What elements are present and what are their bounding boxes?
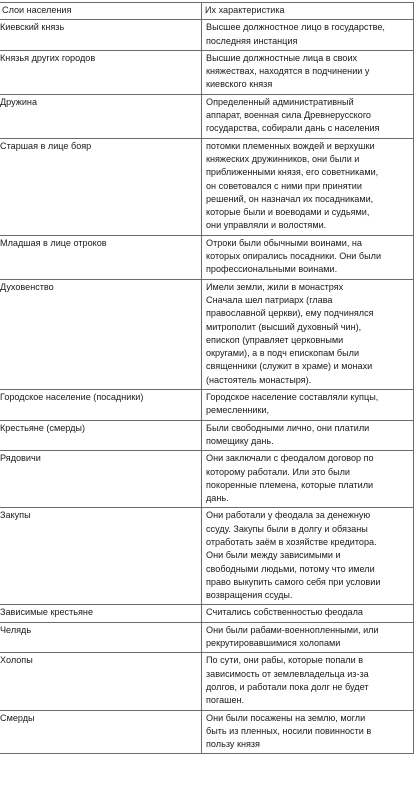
layer-description-cell bbox=[202, 235, 414, 279]
description-line: приближенными князя, его советниками, bbox=[206, 167, 379, 178]
description-line: (настоятель монастыря). bbox=[206, 374, 312, 385]
layer-name-cell: Холопы bbox=[0, 653, 202, 710]
layer-description-cell bbox=[202, 605, 414, 622]
description-line: которые были и воеводами и судьями, bbox=[206, 207, 370, 218]
layer-name-cell: Зависимые крестьяне bbox=[0, 605, 202, 622]
header-layers: Слои населения bbox=[0, 3, 202, 20]
description-line: По сути, они рабы, которые попали в bbox=[206, 655, 364, 666]
layer-name-cell: Младшая в лице отроков bbox=[0, 235, 202, 279]
layer-name-cell: Дружина bbox=[0, 94, 202, 138]
description-line: пользу князя bbox=[206, 739, 260, 750]
description-line: княжеских дружинников, они были и bbox=[206, 153, 360, 164]
table-row bbox=[0, 622, 414, 653]
description-line: профессиональными воинами. bbox=[206, 264, 338, 275]
layer-name-cell: Закупы bbox=[0, 508, 202, 605]
description-line: государства, собирали дань с населения bbox=[206, 123, 380, 134]
layer-name-cell: Челядь bbox=[0, 622, 202, 653]
description-line: митрополит (высший духовный чин), bbox=[206, 321, 362, 332]
table-row bbox=[0, 451, 414, 508]
description-line: княжествах, находятся в подчинении у bbox=[206, 66, 370, 77]
table-row bbox=[0, 94, 414, 138]
table-row bbox=[0, 390, 414, 421]
layer-description-cell bbox=[202, 138, 414, 235]
table-row bbox=[0, 50, 414, 94]
table-body bbox=[0, 20, 414, 754]
table-row bbox=[0, 138, 414, 235]
description-line: Считались собственностью феодала bbox=[206, 607, 363, 618]
layer-name-cell: Старшая в лице бояр bbox=[0, 138, 202, 235]
description-line: православной церкви), ему подчинялся bbox=[206, 308, 374, 319]
description-line: киевского князя bbox=[206, 79, 273, 90]
description-line: покоренные племена, которые платили bbox=[206, 479, 374, 490]
description-line: долгов, и работали пока долг не будет bbox=[206, 681, 369, 692]
description-line: они управляли и волостями. bbox=[206, 220, 327, 231]
layer-description-cell bbox=[202, 50, 414, 94]
table-header-row bbox=[0, 3, 414, 20]
layer-name-cell: Князья других городов bbox=[0, 50, 202, 94]
layer-name-cell: Киевский князь bbox=[0, 20, 202, 51]
description-line: свободными людьми, потому что имели bbox=[206, 563, 375, 574]
description-line: право выкупить самого себя при условии bbox=[206, 576, 381, 587]
layer-description-cell bbox=[202, 420, 414, 451]
description-line: Городское население составляли купцы, bbox=[206, 392, 379, 403]
layer-description-cell bbox=[202, 279, 414, 389]
layer-name-cell: Духовенство bbox=[0, 279, 202, 389]
description-line: священники (служит в храме) и монахи bbox=[206, 361, 373, 372]
description-line: аппарат, военная сила Древнерусского bbox=[206, 110, 371, 121]
description-line: потомки племенных вождей и верхушки bbox=[206, 140, 375, 151]
description-line: Они были рабами-военнопленными, или bbox=[206, 624, 379, 635]
description-line: ремесленники, bbox=[206, 405, 270, 416]
layer-description-cell bbox=[202, 653, 414, 710]
description-line: Имели земли, жили в монастрях bbox=[206, 281, 344, 292]
description-line: погашен. bbox=[206, 695, 245, 706]
description-line: Определенный административный bbox=[206, 96, 354, 107]
description-line: решений, он назначал их посадниками, bbox=[206, 193, 374, 204]
layer-name-cell: Смерды bbox=[0, 710, 202, 754]
layer-description-cell bbox=[202, 622, 414, 653]
document-page bbox=[0, 2, 418, 754]
layer-name-cell: Рядовичи bbox=[0, 451, 202, 508]
layer-description-cell bbox=[202, 20, 414, 51]
description-line: последняя инстанция bbox=[206, 35, 298, 46]
description-line: Они работали у феодала за денежную bbox=[206, 510, 371, 521]
layer-description-cell bbox=[202, 710, 414, 754]
description-line: Были свободными лично, они платили bbox=[206, 422, 370, 433]
description-line: Отроки были обычными воинами, на bbox=[206, 237, 362, 248]
description-line: которых опирались посадники. Они были bbox=[206, 251, 382, 262]
table-row bbox=[0, 20, 414, 51]
table-row bbox=[0, 653, 414, 710]
header-characteristics: Их характеристика bbox=[202, 3, 414, 20]
layer-description-cell bbox=[202, 451, 414, 508]
layer-name-cell: Городское население (посадники) bbox=[0, 390, 202, 421]
social-layers-table bbox=[0, 2, 414, 754]
table-row bbox=[0, 420, 414, 451]
description-line: округами), а в подч епископам были bbox=[206, 348, 360, 359]
description-line: Они были посажены на землю, могли bbox=[206, 712, 366, 723]
table-row bbox=[0, 279, 414, 389]
table-row bbox=[0, 710, 414, 754]
description-line: он советовался с ними при принятии bbox=[206, 180, 362, 191]
layer-description-cell bbox=[202, 390, 414, 421]
description-line: возвращения ссуды. bbox=[206, 590, 293, 601]
description-line: Они были между зависимыми и bbox=[206, 550, 341, 561]
description-line: Высшее должностное лицо в государстве, bbox=[206, 22, 385, 33]
description-line: Сначала шел патриарх (глава bbox=[206, 294, 333, 305]
description-line: Высшие должностные лица в своих bbox=[206, 52, 358, 63]
description-line: отработать заём в хозяйстве кредитора. bbox=[206, 536, 377, 547]
description-line: помещику дань. bbox=[206, 435, 274, 446]
table-row bbox=[0, 235, 414, 279]
table-row bbox=[0, 508, 414, 605]
table-row bbox=[0, 605, 414, 622]
description-line: быть из пленных, носили повинности в bbox=[206, 725, 372, 736]
description-line: дань. bbox=[206, 493, 229, 504]
description-line: которому работали. Или это были bbox=[206, 466, 351, 477]
description-line: зависимость от землевладельца из-за bbox=[206, 668, 369, 679]
description-line: рекрутировавшимися холопами bbox=[206, 638, 341, 649]
layer-name-cell: Крестьяне (смерды) bbox=[0, 420, 202, 451]
description-line: Они заключали с феодалом договор по bbox=[206, 453, 374, 464]
description-line: епископ (управляет церковными bbox=[206, 334, 344, 345]
description-line: ссуду. Закупы были в долгу и обязаны bbox=[206, 523, 368, 534]
layer-description-cell bbox=[202, 94, 414, 138]
layer-description-cell bbox=[202, 508, 414, 605]
